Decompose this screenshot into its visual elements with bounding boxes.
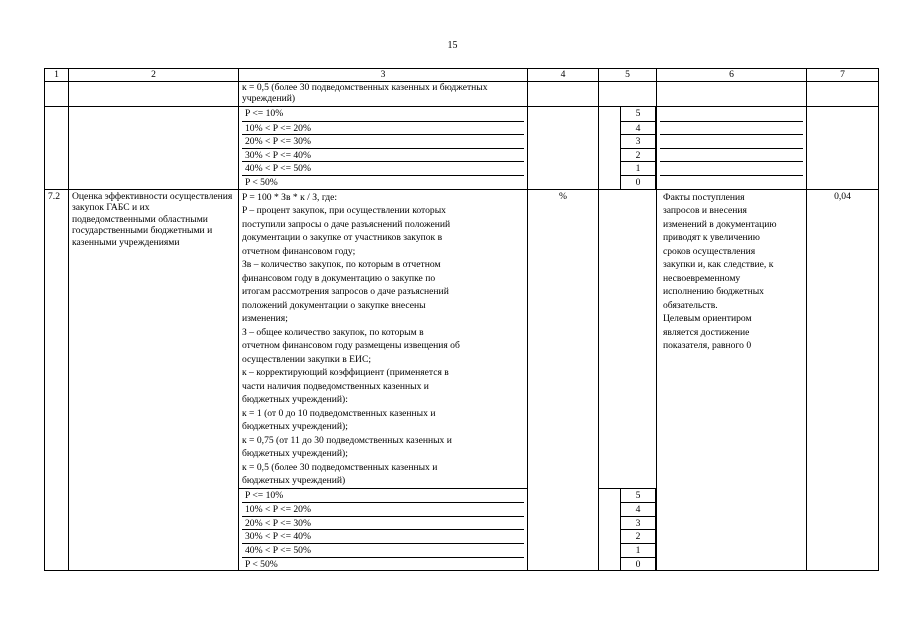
unit-cell: % xyxy=(528,189,599,571)
cont-ranges-unit xyxy=(528,107,599,190)
formula-line: бюджетных учреждений); xyxy=(242,448,348,460)
range-item: 40% < P <= 50% xyxy=(242,161,524,175)
formula-line: к = 0,75 (от 11 до 30 подведомственных казенных и xyxy=(242,434,452,446)
cont-ranges-num xyxy=(45,107,69,190)
cont-ranges-comment xyxy=(657,107,807,190)
comment-line: запросов и внесения xyxy=(663,205,747,217)
comment-line: показателя, равного 0 xyxy=(663,340,752,352)
cont-ranges-name xyxy=(69,107,239,190)
comment-line: Факты поступления xyxy=(663,191,745,203)
formula-cell xyxy=(239,189,528,488)
scores-cell xyxy=(599,488,657,571)
weight-cell: 0,04 xyxy=(807,189,879,571)
range-item: 40% < P <= 50% xyxy=(242,543,524,557)
formula-line: бюджетных учреждений): xyxy=(242,394,348,406)
indicator-table xyxy=(44,68,879,571)
continuation-ranges-row xyxy=(45,107,879,190)
formula-line: положений документации о закупке внесены xyxy=(242,299,426,311)
comment-line: сроков осуществления xyxy=(663,245,756,257)
range-item: 10% < P <= 20% xyxy=(242,121,524,135)
range-item: 10% < P <= 20% xyxy=(242,502,524,516)
header-col-5: 5 xyxy=(599,69,657,82)
score-item: 5 xyxy=(635,108,641,119)
formula-line: осуществлении закупки в ЕИС; xyxy=(242,353,372,365)
header-col-4: 4 xyxy=(528,69,599,82)
cont-ranges xyxy=(239,107,528,190)
comment-line: приводят к увеличению xyxy=(663,232,760,244)
comment-line: обязательств. xyxy=(663,299,718,311)
range-item: 20% < P <= 30% xyxy=(242,134,524,148)
row-7-2 xyxy=(45,189,879,488)
cont-score xyxy=(599,82,657,107)
formula-line: к = 1 (от 0 до 10 подведомственных казенных и xyxy=(242,407,436,419)
header-col-3: 3 xyxy=(239,69,528,82)
cont-comment xyxy=(657,82,807,107)
cont-name xyxy=(69,82,239,107)
ranges-cell xyxy=(239,488,528,571)
formula-line: итогам рассмотрения запросов о даче разъяснений xyxy=(242,286,449,298)
formula-line: бюджетных учреждений); xyxy=(242,421,348,433)
header-col-2: 2 xyxy=(69,69,239,82)
score-item: 5 xyxy=(635,489,641,501)
range-item: P <= 10% xyxy=(245,489,284,501)
score-item: 0 xyxy=(621,175,655,189)
score-item: 3 xyxy=(621,134,655,148)
page-number: 15 xyxy=(447,40,458,51)
header-row xyxy=(45,69,879,82)
comment-line: закупки и, как следствие, к xyxy=(663,259,774,271)
range-item: 30% < P <= 40% xyxy=(242,529,524,543)
formula-line: к = 0,5 (более 30 подведомственных казенных и xyxy=(242,461,438,473)
continuation-row xyxy=(45,82,879,107)
range-item: 20% < P <= 30% xyxy=(242,516,524,530)
range-item: P < 50% xyxy=(242,175,524,189)
comment-line: Целевым ориентиром xyxy=(663,313,752,325)
formula-line: P = 100 * Зв * к / З, где: xyxy=(242,191,338,203)
formula-line: отчетном финансовом году; xyxy=(242,245,356,257)
formula-line: Зв – количество закупок, по которым в отчетном xyxy=(242,259,441,271)
formula-line: поступили запросы о даче разъяснений положений xyxy=(242,218,451,230)
formula-line: документации о закупке от участников закупок в xyxy=(242,232,443,244)
formula-line: части наличия подведомственных казенных и xyxy=(242,380,429,392)
score-cell-empty xyxy=(599,189,657,488)
cont-weight xyxy=(807,82,879,107)
score-item: 2 xyxy=(621,529,655,543)
score-item: 1 xyxy=(621,543,655,557)
cont-unit xyxy=(528,82,599,107)
formula-line: З – общее количество закупок, по которым в xyxy=(242,326,424,338)
range-item: 30% < P <= 40% xyxy=(242,148,524,162)
comment-line: является достижение xyxy=(663,326,750,338)
range-item: P < 50% xyxy=(242,557,524,571)
score-item: 4 xyxy=(621,121,655,135)
formula-line: P – процент закупок, при осуществлении которых xyxy=(242,205,446,217)
formula-line: бюджетных учреждений) xyxy=(242,475,346,487)
range-item: P <= 10% xyxy=(245,108,284,119)
formula-line: финансовом году в документацию о закупке по xyxy=(242,272,436,284)
score-item: 3 xyxy=(621,516,655,530)
cont-ranges-weight xyxy=(807,107,879,190)
score-item: 0 xyxy=(621,557,655,571)
header-col-7: 7 xyxy=(807,69,879,82)
cont-formula: к = 0,5 (более 30 подведомственных казенных и бюджетных учреждений) xyxy=(239,82,528,107)
cont-scores xyxy=(599,107,657,190)
comment-line: несвоевременному xyxy=(663,272,741,284)
cont-num xyxy=(45,82,69,107)
header-col-6: 6 xyxy=(657,69,807,82)
formula-line: отчетном финансовом году размещены извещения об xyxy=(242,340,460,352)
header-col-1: 1 xyxy=(45,69,69,82)
comment-line: изменений в документацию xyxy=(663,218,777,230)
indicator-name: Оценка эффективности осуществления закупок ГАБС и их подведомственными областными государственными бюджетными и казенными учреждениями xyxy=(69,189,239,571)
row-number: 7.2 xyxy=(45,189,69,571)
comment-cell xyxy=(657,189,807,571)
formula-line: изменения; xyxy=(242,313,288,325)
formula-line: к – корректирующий коэффициент (применяется в xyxy=(242,367,449,379)
comment-line: исполнению бюджетных xyxy=(663,286,764,298)
score-item: 1 xyxy=(621,161,655,175)
score-item: 4 xyxy=(621,502,655,516)
score-item: 2 xyxy=(621,148,655,162)
